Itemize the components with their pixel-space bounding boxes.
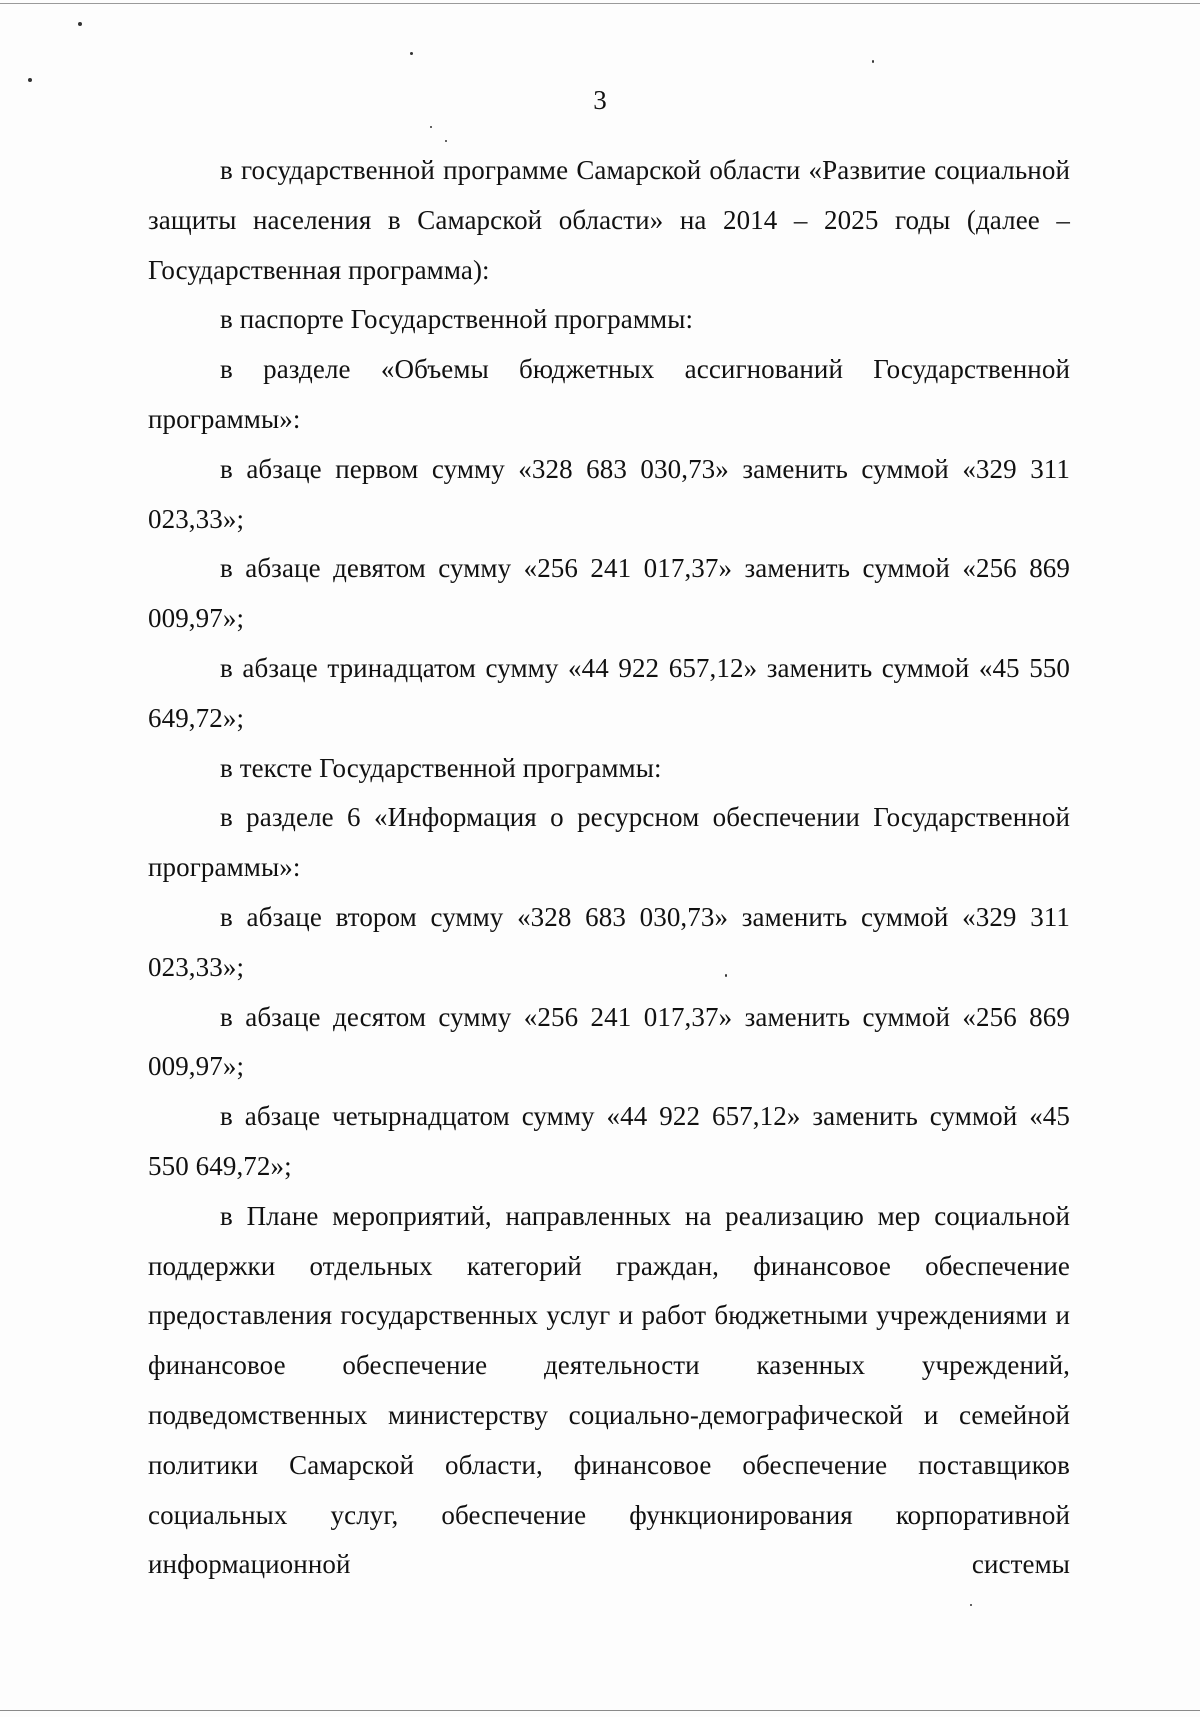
scan-edge-top [0,3,1200,4]
paragraph-amendment-thirteenth: в абзаце тринадцатом сумму «44 922 657,12» заменить суммой «45 550 649,72»; [148,652,1070,733]
paragraph-amendment-tenth: в абзаце десятом сумму «256 241 017,37» заменить суммой «256 869 009,97»; [148,1001,1070,1082]
paragraph-section-6: в разделе 6 «Информация о ресурсном обеспечении Государственной программы»: [148,802,1070,883]
paragraph-amendment-second: в абзаце втором сумму «328 683 030,73» заменить суммой «329 311 023,33»; [148,901,1070,982]
paragraph-amendment-ninth: в абзаце девятом сумму «256 241 017,37» заменить суммой «256 869 009,97»; [148,553,1070,634]
paragraph-section-budget: в разделе «Объемы бюджетных ассигнований Государственной программы»: [148,354,1070,434]
paragraph-action-plan: в Плане мероприятий, направленных на реализацию мер социальной поддержки отдельных категорий граждан, финансовое обеспечение предоставления государственных услуг и работ бюджетными учреждениями и финансовое обеспечение деятельности казенных учреждений, подведомственных министерству социально-демографической и семейной политики Самарской области, финансовое обеспечение поставщиков социальных услуг, обеспечение функционирования корпоративной информационной системы [148,1200,1070,1580]
scan-speck [445,140,447,142]
document-body [148,146,1070,1590]
paragraph-program-text: в тексте Государственной программы: [220,752,662,783]
scan-speck [872,60,874,63]
scan-speck [78,22,82,26]
scan-edge-bottom [0,1710,1200,1711]
page-number: 3 [593,85,607,115]
scan-speck [970,1604,972,1606]
paragraph-passport: в паспорте Государственной программы: [220,304,694,335]
scan-speck [410,52,413,55]
paragraph-amendment-first: в абзаце первом сумму «328 683 030,73» заменить суммой «329 311 023,33»; [148,453,1070,534]
paragraph-amendment-fourteenth: в абзаце четырнадцатом сумму «44 922 657,12» заменить суммой «45 550 649,72»; [148,1101,1070,1181]
scan-speck [28,78,32,82]
paragraph-program-title: в государственной программе Самарской области «Развитие социальной защиты населения в Самарской области» на 2014 – 2025 годы (далее – Государственная программа): [148,155,1070,285]
scan-speck [430,126,432,128]
